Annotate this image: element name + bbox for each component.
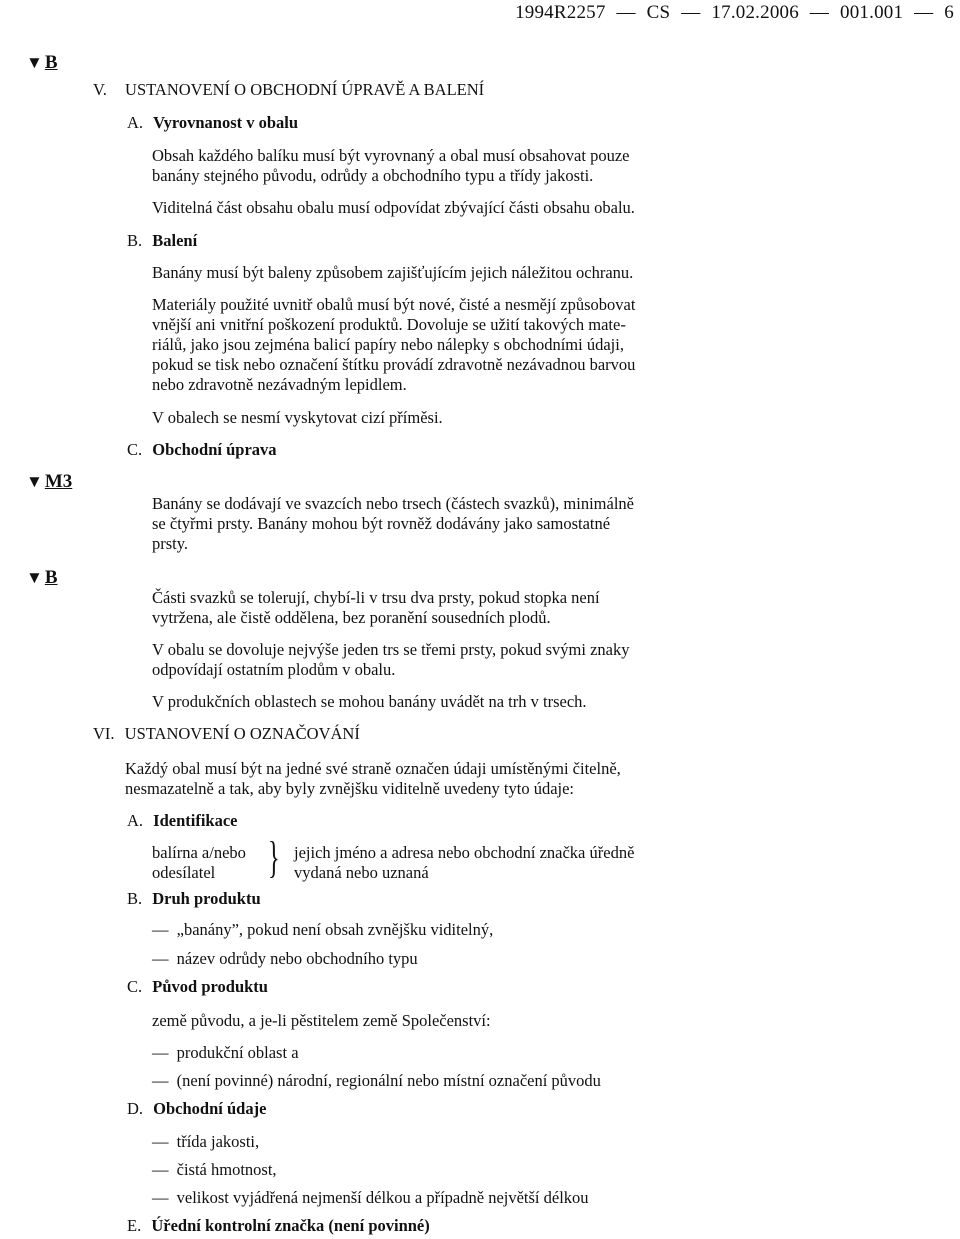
page-header: 1994R2257 — CS — 17.02.2006 — 001.001 — 6	[515, 2, 954, 23]
triangle-down-icon: ▼	[26, 472, 43, 491]
section-v-heading: V. USTANOVENÍ O OBCHODNÍ ÚPRAVĚ A BALENÍ	[93, 80, 485, 99]
paragraph: Části svazků se tolerují, chybí-li v trsu dva prsty, pokud stopka není	[152, 588, 600, 607]
paragraph: prsty.	[152, 534, 189, 553]
paragraph: Viditelná část obsahu obalu musí odpovídat zbývající části obsahu obalu.	[152, 198, 635, 217]
section-vi-heading: VI. USTANOVENÍ O OZNAČOVÁNÍ	[93, 724, 360, 743]
paragraph: Obsah každého balíku musí být vyrovnaný a obal musí obsahovat pouze	[152, 146, 630, 165]
dash: —	[152, 949, 169, 968]
paragraph: Banány musí být baleny způsobem zajišťujícím jejich náležitou ochranu.	[152, 263, 634, 282]
subsection-d-heading: D. Obchodní údaje	[127, 1099, 267, 1118]
paragraph: vnější ani vnitřní poškození produktů. Dovoluje se užití takových mate-	[152, 315, 626, 334]
paragraph: se čtyřmi prsty. Banány mohou být rovněž dodávány jako samostatné	[152, 514, 611, 533]
paragraph: vytržena, ale čistě oddělena, bez poranění sousedních plodů.	[152, 608, 551, 627]
paragraph: V obalech se nesmí vyskytovat cizí příměsi.	[152, 408, 443, 427]
paragraph: země původu, a je-li pěstitelem země Společenství:	[152, 1011, 491, 1030]
subsection-c-heading: C. Původ produktu	[127, 977, 268, 996]
list-item: — (není povinné) národní, regionální nebo místní označení původu	[152, 1071, 601, 1090]
identification-left: balírna a/nebo	[152, 843, 246, 862]
dash: —	[152, 1188, 169, 1207]
paragraph: V produkčních oblastech se mohou banány uvádět na trh v trsech.	[152, 692, 587, 711]
language-code: CS	[646, 2, 671, 23]
subsection-e-heading: E. Úřední kontrolní značka (není povinné)	[127, 1216, 430, 1235]
amendment-marker-b-2	[26, 568, 58, 588]
paragraph: pokud se tisk nebo označení štítku provádí zdravotně nezávadnou barvou	[152, 355, 636, 374]
paragraph: nesmazatelně a tak, aby byly zvnějšku viditelně uvedeny tyto údaje:	[125, 779, 575, 798]
amendment-marker-m3	[26, 472, 72, 492]
right-brace-icon: }	[268, 833, 280, 882]
paragraph: Banány se dodávají ve svazcích nebo trsech (částech svazků), minimálně	[152, 494, 634, 513]
identification-left: odesílatel	[152, 863, 216, 882]
list-item: — název odrůdy nebo obchodního typu	[152, 949, 418, 968]
list-item: — velikost vyjádřená nejmenší délkou a případně největší délkou	[152, 1188, 589, 1207]
dash: —	[152, 920, 169, 939]
paragraph: banány stejného původu, odrůdy a obchodního typu a třídy jakosti.	[152, 166, 594, 185]
subsection-b-heading: B. Balení	[127, 231, 198, 250]
list-item: — třída jakosti,	[152, 1132, 260, 1151]
paragraph: Materiály použité uvnitř obalů musí být nové, čisté a nesmějí způsobovat	[152, 295, 636, 314]
marker-ref: B	[44, 52, 58, 73]
version-number: 001.001	[840, 2, 904, 23]
dash: —	[152, 1071, 169, 1090]
dash: —	[152, 1043, 169, 1062]
list-item: — čistá hmotnost,	[152, 1160, 277, 1179]
subsection-c-heading: C. Obchodní úprava	[127, 440, 277, 459]
list-item: — „banány”, pokud není obsah zvnějšku viditelný,	[152, 920, 494, 939]
triangle-down-icon: ▼	[26, 53, 43, 72]
dash: —	[152, 1132, 169, 1151]
subsection-a-heading: A. Vyrovnanost v obalu	[127, 113, 299, 132]
amendment-marker-b	[26, 53, 58, 73]
paragraph: Každý obal musí být na jedné své straně označen údaji umístěnými čitelně,	[125, 759, 621, 778]
triangle-down-icon: ▼	[26, 568, 43, 587]
paragraph: V obalu se dovoluje nejvýše jeden trs se třemi prsty, pokud svými znaky	[152, 640, 630, 659]
document-id: 1994R2257	[515, 2, 606, 23]
identification-right: vydaná nebo uznaná	[294, 863, 429, 882]
page-number: 6	[944, 2, 954, 23]
paragraph: odpovídají ostatním plodům v obalu.	[152, 660, 396, 679]
paragraph: riálů, jako jsou zejména balicí papíry nebo nálepky s obchodními údaji,	[152, 335, 624, 354]
paragraph: nebo zdravotně nezávadným lepidlem.	[152, 375, 407, 394]
subsection-b-heading: B. Druh produktu	[127, 889, 261, 908]
marker-ref: M3	[44, 471, 73, 492]
dash: —	[152, 1160, 169, 1179]
subsection-a-heading: A. Identifikace	[127, 811, 238, 830]
document-date: 17.02.2006	[711, 2, 799, 23]
list-item: — produkční oblast a	[152, 1043, 299, 1062]
marker-ref: B	[44, 567, 58, 588]
identification-right: jejich jméno a adresa nebo obchodní značka úředně	[294, 843, 635, 862]
